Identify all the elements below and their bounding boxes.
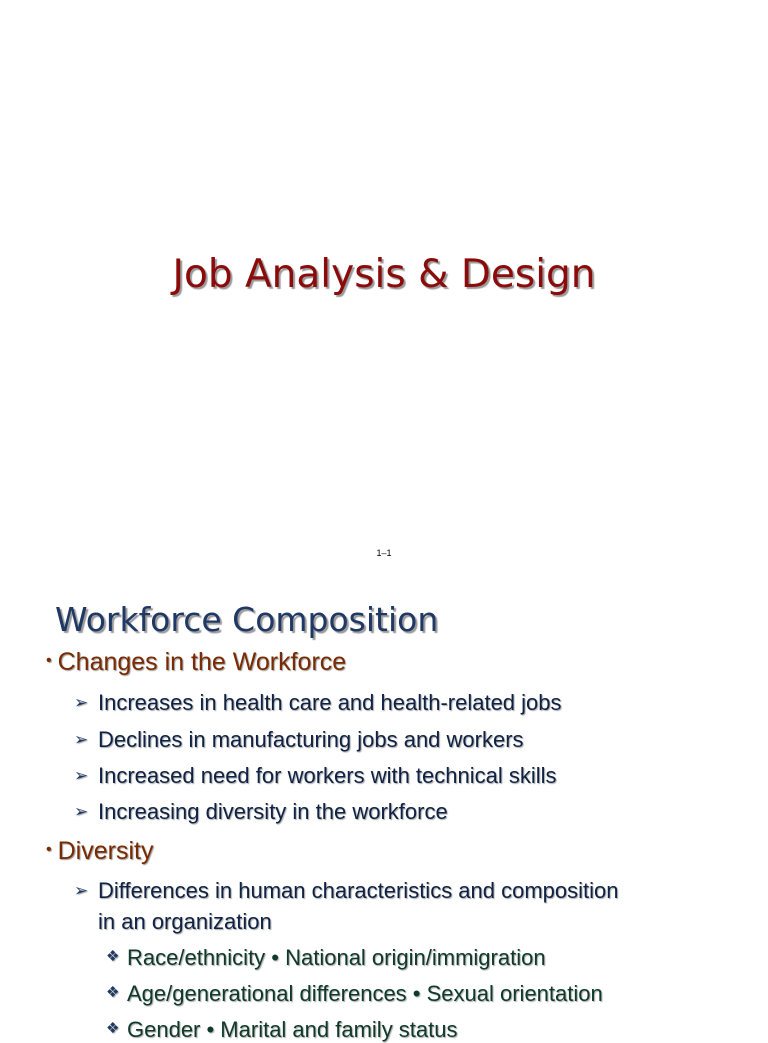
diamond-bullet-icon: ❖: [106, 948, 120, 965]
arrowhead-bullet-icon: ➢: [74, 693, 89, 712]
arrowhead-bullet-icon: ➢: [74, 766, 89, 785]
page-number: 1–1: [376, 548, 392, 558]
round-bullet-icon: •: [46, 652, 52, 669]
arrowhead-bullet-icon: ➢: [74, 730, 89, 749]
sub-bullet-item: [74, 690, 562, 716]
sub-bullet-item: [74, 878, 619, 904]
sub-sub-bullet-text: Gender • Marital and family status: [127, 1017, 458, 1042]
slide-title: Workforce Composition: [55, 600, 439, 639]
sub-bullet-text: in an organization: [98, 909, 272, 934]
sub-bullet-text: Increased need for workers with technical skills: [98, 763, 557, 788]
arrowhead-bullet-icon: ➢: [74, 802, 89, 821]
sub-bullet-text: Increasing diversity in the workforce: [98, 799, 448, 824]
sub-sub-bullet-item: [106, 945, 546, 971]
slide-2: [0, 576, 768, 1042]
diamond-bullet-icon: ❖: [106, 1020, 120, 1037]
sub-bullet-text: Declines in manufacturing jobs and workers: [98, 727, 524, 752]
sub-sub-bullet-item: [106, 1017, 458, 1043]
sub-sub-bullet-text: Age/generational differences • Sexual orientation: [127, 981, 603, 1006]
slide-title: Job Analysis & Design: [172, 252, 596, 297]
bullet-text: Changes in the Workforce: [57, 648, 347, 676]
diamond-bullet-icon: ❖: [106, 984, 120, 1001]
sub-sub-bullet-item: [106, 981, 603, 1007]
sub-bullet-continuation: [74, 909, 272, 935]
sub-bullet-text: Increases in health care and health-related jobs: [98, 690, 562, 715]
sub-bullet-item: [74, 727, 524, 753]
arrowhead-bullet-icon: ➢: [74, 881, 89, 900]
bullet-text: Diversity: [57, 837, 154, 865]
round-bullet-icon: •: [46, 841, 52, 858]
sub-bullet-text: Differences in human characteristics and composition: [98, 878, 619, 903]
sub-sub-bullet-text: Race/ethnicity • National origin/immigration: [127, 945, 546, 970]
sub-bullet-item: [74, 763, 557, 789]
sub-bullet-item: [74, 799, 448, 825]
bullet-item: [46, 648, 346, 677]
bullet-item: [46, 837, 153, 866]
